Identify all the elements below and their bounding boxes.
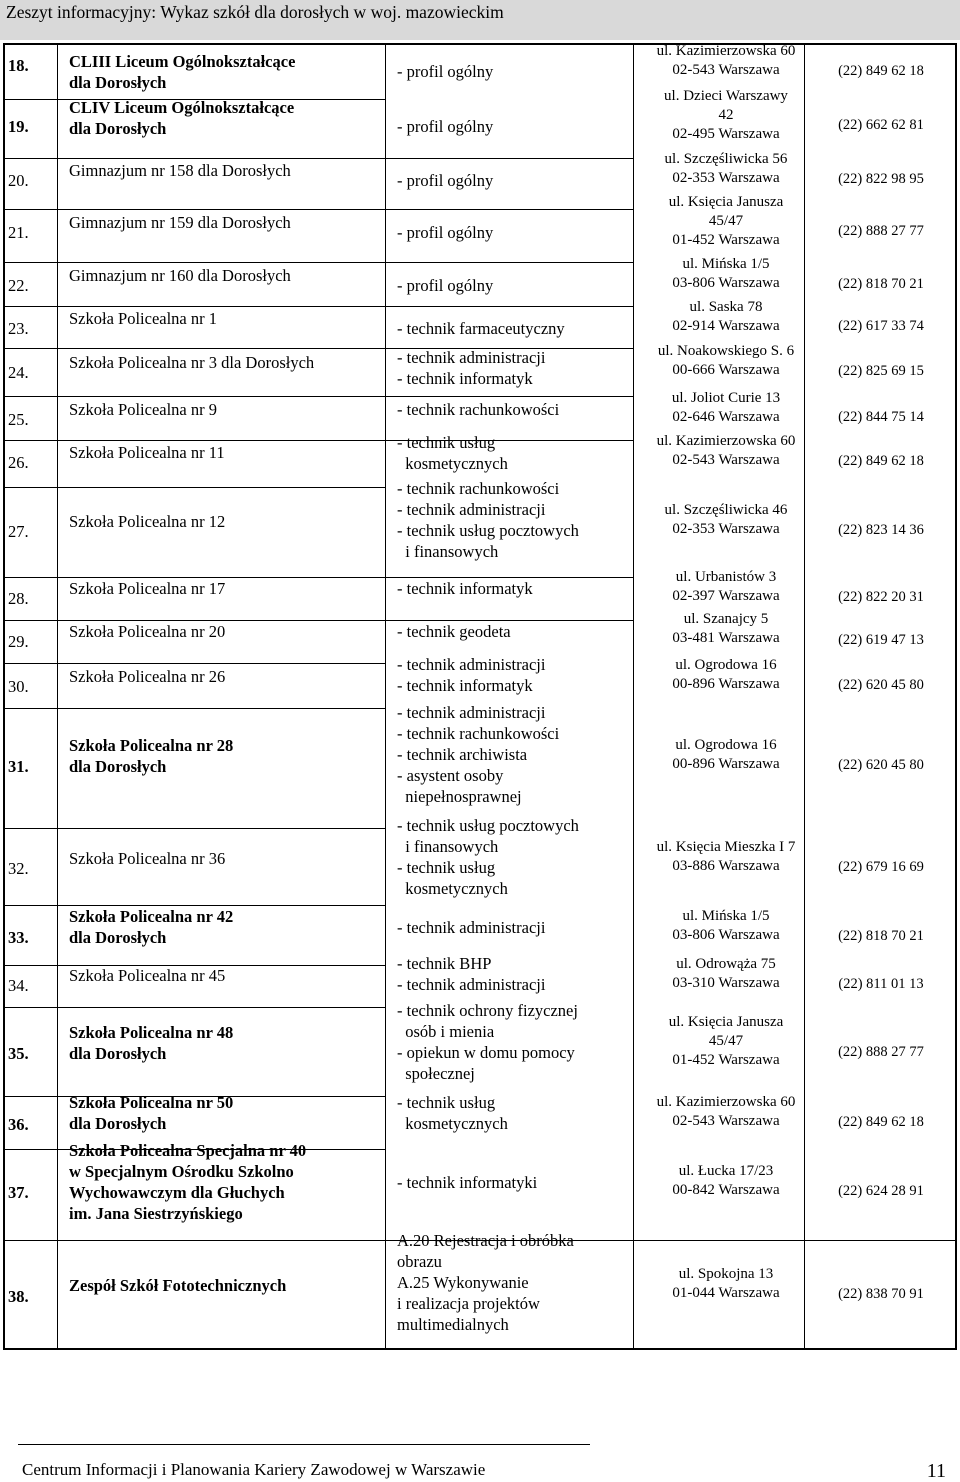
row-divider [3,209,633,210]
school-address: ul. Kazimierzowska 60 02-543 Warszawa [656,1094,796,1129]
school-phone: (22) 617 33 74 [838,318,924,334]
row-number: 31. [8,757,29,776]
school-address: ul. Szczęśliwicka 56 02-353 Warszawa [664,151,788,186]
row-number: 36. [8,1115,29,1134]
row-number: 26. [8,453,29,472]
school-name: Szkoła Policealna nr 17 [69,579,226,598]
school-address: ul. Ogrodowa 16 00-896 Warszawa [672,737,780,772]
row-number: 21. [8,223,29,242]
school-phone: (22) 823 14 36 [838,522,924,538]
school-name: Szkoła Policealna nr 42 dla Dorosłych [69,907,234,947]
school-phone: (22) 818 70 21 [838,928,924,944]
school-profile: - technik geodeta [397,622,511,641]
school-phone: (22) 849 62 18 [838,1114,924,1130]
school-address: ul. Kazimierzowska 60 02-543 Warszawa [656,43,796,78]
row-number: 22. [8,276,29,295]
school-phone: (22) 620 45 80 [838,757,924,773]
school-address: ul. Saska 78 02-914 Warszawa [672,299,780,334]
school-phone: (22) 811 01 13 [838,976,924,992]
school-name: Szkoła Policealna Specjalna nr 40 w Specjalnym Ośrodku Szkolno Wychowawczym dla Głuchych im. Jana Siestrzyńskiego [69,1141,307,1223]
row-divider [3,1007,385,1008]
school-profile: - profil ogólny [397,62,494,81]
school-phone: (22) 849 62 18 [838,63,924,79]
school-name: Gimnazjum nr 160 dla Dorosłych [69,266,291,285]
school-name: Szkoła Policealna nr 3 dla Dorosłych [69,353,315,372]
school-name: Szkoła Policealna nr 48 dla Dorosłych [69,1023,234,1063]
row-number: 18. [8,56,29,75]
column-divider [385,43,386,1350]
row-divider [3,262,633,263]
school-phone: (22) 818 70 21 [838,276,924,292]
school-profile: - technik rachunkowości [397,400,560,419]
column-divider [633,43,634,1350]
school-phone: (22) 888 27 77 [838,1044,924,1060]
school-address: ul. Noakowskiego S. 6 00-666 Warszawa [657,343,795,378]
row-divider [3,828,385,829]
school-name: Szkoła Policealna nr 9 [69,400,218,419]
school-address: ul. Mińska 1/5 03-806 Warszawa [672,256,780,291]
school-profile: - technik informatyki [397,1173,538,1192]
school-name: Zespół Szkół Fototechnicznych [69,1276,287,1295]
row-number: 29. [8,632,29,651]
school-address: ul. Kazimierzowska 60 02-543 Warszawa [656,433,796,468]
row-number: 24. [8,363,29,382]
school-profile: A.20 Rejestracja i obróbka obrazu A.25 Wykonywanie i realizacja projektów multimedialnych [397,1231,574,1334]
school-phone: (22) 619 47 13 [838,632,924,648]
school-name: Szkoła Policealna nr 1 [69,309,218,328]
school-address: ul. Księcia Janusza 45/47 01-452 Warszawa [668,194,784,248]
school-profile: - profil ogólny [397,223,494,242]
school-profile: - profil ogólny [397,276,494,295]
header-title: Zeszyt informacyjny: Wykaz szkół dla dorosłych w woj. mazowieckim [6,2,504,22]
school-name: Szkoła Policealna nr 45 [69,966,226,985]
row-number: 33. [8,928,29,947]
row-divider [3,158,633,159]
school-profile: - technik administracji - technik informatyk [397,655,546,695]
school-address: ul. Księcia Mieszka I 7 03-886 Warszawa [656,839,796,874]
school-address: ul. Joliot Curie 13 02-646 Warszawa [671,390,781,425]
school-name: Szkoła Policealna nr 50 dla Dorosłych [69,1093,234,1133]
school-name: Gimnazjum nr 158 dla Dorosłych [69,161,291,180]
school-phone: (22) 849 62 18 [838,453,924,469]
column-divider [57,43,58,1350]
school-profile: - technik usług pocztowych i finansowych - technik usług kosmetycznych [397,816,579,898]
row-number: 28. [8,589,29,608]
school-profile: - technik administracji [397,918,546,937]
school-phone: (22) 888 27 77 [838,223,924,239]
school-address: ul. Spokojna 13 01-044 Warszawa [672,1266,780,1301]
school-profile: - technik administracji - technik informatyk [397,348,546,388]
school-profile: - technik BHP - technik administracji [397,954,546,994]
school-profile: - technik administracji - technik rachunkowości - technik archiwista - asystent osoby niepełnosprawnej [397,703,560,806]
school-phone: (22) 838 70 91 [838,1286,924,1302]
footer-text: Centrum Informacji i Planowania Kariery Zawodowej w Warszawie [22,1460,486,1479]
row-number: 19. [8,117,29,136]
page-header [0,0,960,40]
row-number: 20. [8,171,29,190]
row-number: 34. [8,976,29,995]
school-profile: - technik rachunkowości - technik administracji - technik usług pocztowych i finansowych [397,479,579,561]
row-divider [3,396,633,397]
school-phone: (22) 822 98 95 [838,171,924,187]
school-name: CLIII Liceum Ogólnokształcące dla Dorosłych [69,52,296,92]
school-phone: (22) 662 62 81 [838,117,924,133]
row-number: 35. [8,1044,29,1063]
school-phone: (22) 825 69 15 [838,363,924,379]
school-name: Szkoła Policealna nr 36 [69,849,226,868]
row-divider [3,306,633,307]
school-phone: (22) 624 28 91 [838,1183,924,1199]
school-phone: (22) 679 16 69 [838,859,924,875]
school-name: CLIV Liceum Ogólnokształcące dla Dorosłych [69,98,295,138]
footer-rule [18,1444,590,1445]
school-phone: (22) 844 75 14 [838,409,924,425]
school-profile: - technik usług kosmetycznych [397,433,508,473]
school-profile: - technik farmaceutyczny [397,319,565,338]
school-address: ul. Łucka 17/23 00-842 Warszawa [672,1163,780,1198]
row-number: 23. [8,319,29,338]
row-number: 30. [8,677,29,696]
row-divider [3,487,385,488]
school-address: ul. Mińska 1/5 03-806 Warszawa [672,908,780,943]
school-address: ul. Urbanistów 3 02-397 Warszawa [672,569,780,604]
school-address: ul. Szanajcy 5 03-481 Warszawa [672,611,780,646]
row-divider [633,1240,957,1241]
school-name: Szkoła Policealna nr 20 [69,622,226,641]
school-profile: - profil ogólny [397,171,494,190]
row-divider [3,708,385,709]
row-number: 27. [8,522,29,541]
row-number: 38. [8,1287,29,1306]
school-phone: (22) 620 45 80 [838,677,924,693]
school-name: Szkoła Policealna nr 11 [69,443,225,462]
school-phone: (22) 822 20 31 [838,589,924,605]
school-profile: - profil ogólny [397,117,494,136]
school-address: ul. Odrowąża 75 03-310 Warszawa [672,956,780,991]
row-number: 37. [8,1183,29,1202]
school-address: ul. Szczęśliwicka 46 02-353 Warszawa [664,502,788,537]
row-number: 25. [8,410,29,429]
page-number: 11 [926,1460,946,1482]
row-divider [3,663,385,664]
school-profile: - technik ochrony fizycznej osób i mienia - opiekun w domu pomocy społecznej [397,1001,578,1083]
school-name: Szkoła Policealna nr 28 dla Dorosłych [69,736,234,776]
school-address: ul. Dzieci Warszawy 42 02-495 Warszawa [664,88,788,142]
school-address: ul. Ogrodowa 16 00-896 Warszawa [672,657,780,692]
row-number: 32. [8,859,29,878]
school-profile: - technik usług kosmetycznych [397,1093,508,1133]
school-name: Szkoła Policealna nr 26 [69,667,226,686]
row-divider [3,440,633,441]
school-name: Szkoła Policealna nr 12 [69,512,226,531]
school-profile: - technik informatyk [397,579,533,598]
school-address: ul. Księcia Janusza 45/47 01-452 Warszawa [668,1014,784,1068]
school-name: Gimnazjum nr 159 dla Dorosłych [69,213,291,232]
